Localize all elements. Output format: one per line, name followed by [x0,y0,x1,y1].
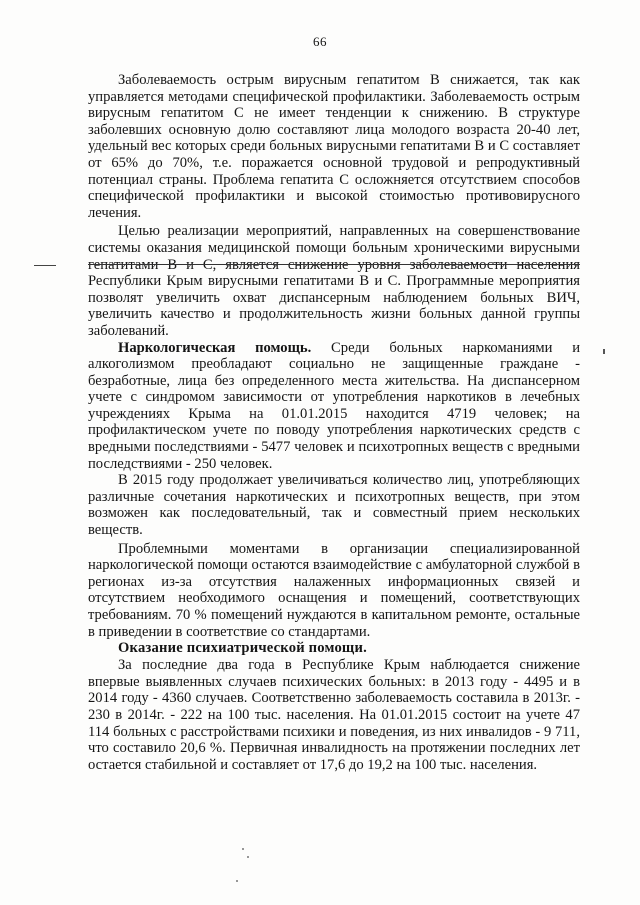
narcology-text: Среди больных наркоманиями и алкоголизмом преобладают социально не защищенные граждане - безработные, лица без определенного места жительства. На диспансерном учете с синдромом зависимости от употребления наркотиков в лечебных учреждениях Крыма на 01.01.2015 находится 4719 человек; на профилактическом учете по поводу употребления наркотических средств с вредными последствиями - 5477 человек и психотропных веществ с вредными последствиями - 250 человек. [88,339,581,472]
scan-speck [242,848,244,850]
scan-speck [236,880,238,882]
section-heading-psychiatric: Оказание психиатрической помощи. [118,640,367,657]
goal-text-start: Целью реализации мероприятий, направленных на совершенствование системы оказания медицинской помощи больным хроническими вирусными [88,223,580,256]
margin-tick-mark [603,349,605,354]
page-number: 66 [313,34,327,49]
paragraph-problems: Проблемными моментами в организации специализированной наркологической помощи остаются взаимодействие с амбулаторной службой в регионах из-за отсутствия налаженных информационных связей и отсутствием необходимого оснащения и помещений, соответствующих требованиям. 70 % помещений нуждаются в капитальном ремонте, остальные в приведении в соответствие со стандартами. [88,540,580,640]
paragraph-year-2015: В 2015 году продолжает увеличиваться количество лиц, употребляющих различные сочетания наркотических и психотропных веществ, при этом возможен как последовательный, так и совместный прием нескольких веществ. [88,472,580,539]
paragraph-goal [88,223,580,339]
goal-text-end: Республики Крым вирусными гепатитами В и С. Программные мероприятия позволят увеличить охват диспансерным наблюдением больных ВИЧ, увеличить качество и продолжительность жизни больных данной группы заболеваний. [88,273,580,339]
goal-text-struck: гепатитами В и С, является снижение уровня заболеваемости населения [88,256,580,273]
paragraph-psychiatric: За последние два года в Республике Крым наблюдается снижение впервые выявленных случаев психических больных: в 2013 году - 4495 и в 2014 году - 4360 случаев. Соответственно заболеваемость составила в 2013г. - 230 в 2014г. - 222 на 100 тыс. населения. На 01.01.2015 состоит на учете 47 114 больных с расстройствами психики и поведения, из них инвалидов - 9 711, что составило 20,6 %. Первичная инвалидность на протяжении последних лет остается стабильной и составляет от 17,6 до 19,2 на 100 тыс. населения. [88,657,580,773]
paragraph-narcology [88,340,580,473]
narcology-lead: Наркологическая помощь. [118,339,312,356]
margin-dash-mark [34,265,56,266]
paragraph-hepatitis: Заболеваемость острым вирусным гепатитом В снижается, так как управляется методами специфической профилактики. Заболеваемость острым вирусным гепатитом С не имеет тенденции к снижению. В структуре заболевших основную долю составляют лица молодого возраста 20-40 лет, удельный вес которых среди больных вирусными гепатитами В и С составляет от 65% до 70%, т.е. поражается основной трудовой и репродуктивный потенциал страны. Проблема гепатита С осложняется отсутствием способов специфической профилактики и высокой стоимостью противовирусного лечения. [88,72,580,221]
scan-speck [247,856,249,858]
document-body [88,72,580,773]
